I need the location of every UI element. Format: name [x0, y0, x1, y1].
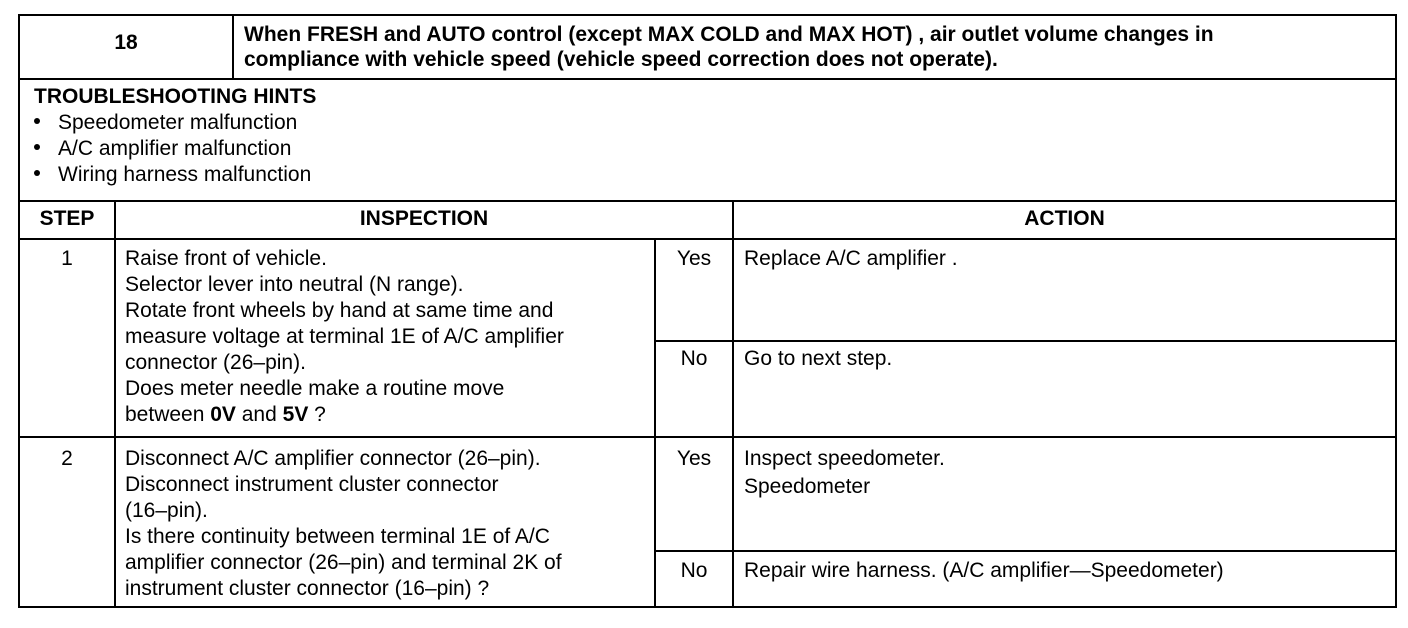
hint-item: Wiring harness malfunction — [34, 162, 311, 188]
hints-heading: TROUBLESHOOTING HINTS — [34, 85, 317, 108]
step-1-no-label: No — [680, 347, 708, 370]
hint-item: A/C amplifier malfunction — [34, 136, 291, 162]
step-2-inspection-line: (16–pin). — [125, 499, 208, 522]
step-1-inspection-line: Does meter needle make a routine move — [125, 377, 505, 400]
col-step-label: STEP — [39, 207, 95, 230]
step-2-inspection-line: Disconnect instrument cluster connector — [125, 473, 499, 496]
step-2-inspection-line: Disconnect A/C amplifier connector (26–pin). — [125, 447, 541, 470]
step-2-no-action: Repair wire harness. (A/C amplifier—Speedometer) — [744, 559, 1224, 582]
step-1-yes-label: Yes — [676, 247, 712, 270]
step-2-yes-label: Yes — [676, 447, 712, 470]
bullet-icon — [34, 170, 40, 176]
problem-number: 18 — [114, 31, 138, 54]
step-1-inspection-line: Selector lever into neutral (N range). — [125, 273, 464, 296]
step-1-number: 1 — [61, 247, 73, 270]
hint-item: Speedometer malfunction — [34, 110, 297, 136]
bullet-icon — [34, 144, 40, 150]
step-1-yes-action: Replace A/C amplifier . — [744, 247, 958, 270]
col-inspection-label: INSPECTION — [359, 207, 489, 230]
step-1-no-action: Go to next step. — [744, 347, 893, 370]
step-1-inspection-line: measure voltage at terminal 1E of A/C amplifier — [125, 325, 564, 348]
step-2-inspection-line: instrument cluster connector (16–pin) ? — [125, 577, 490, 600]
step-1-inspection-line: Rotate front wheels by hand at same time and — [125, 299, 554, 322]
step-1-inspection-line: connector (26–pin). — [125, 351, 306, 374]
problem-title-line-1: When FRESH and AUTO control (except MAX COLD and MAX HOT) , air outlet volume changes in — [244, 23, 1214, 46]
step-2-inspection-line: Is there continuity between terminal 1E of A/C — [125, 525, 550, 548]
col-action-label: ACTION — [1024, 207, 1105, 230]
step-2-number: 2 — [61, 447, 73, 470]
step-2-yes-action-line: Speedometer — [744, 475, 871, 498]
step-2-no-label: No — [680, 559, 708, 582]
problem-title-line-2: compliance with vehicle speed (vehicle speed correction does not operate). — [244, 48, 998, 71]
step-1-inspection-line: Raise front of vehicle. — [125, 247, 327, 270]
step-2-inspection-line: amplifier connector (26–pin) and terminal 2K of — [125, 551, 562, 574]
step-2-yes-action-line: Inspect speedometer. — [744, 447, 945, 470]
bullet-icon — [34, 118, 40, 124]
step-1-inspection-last-line: between 0V and 5V ? — [125, 403, 326, 426]
